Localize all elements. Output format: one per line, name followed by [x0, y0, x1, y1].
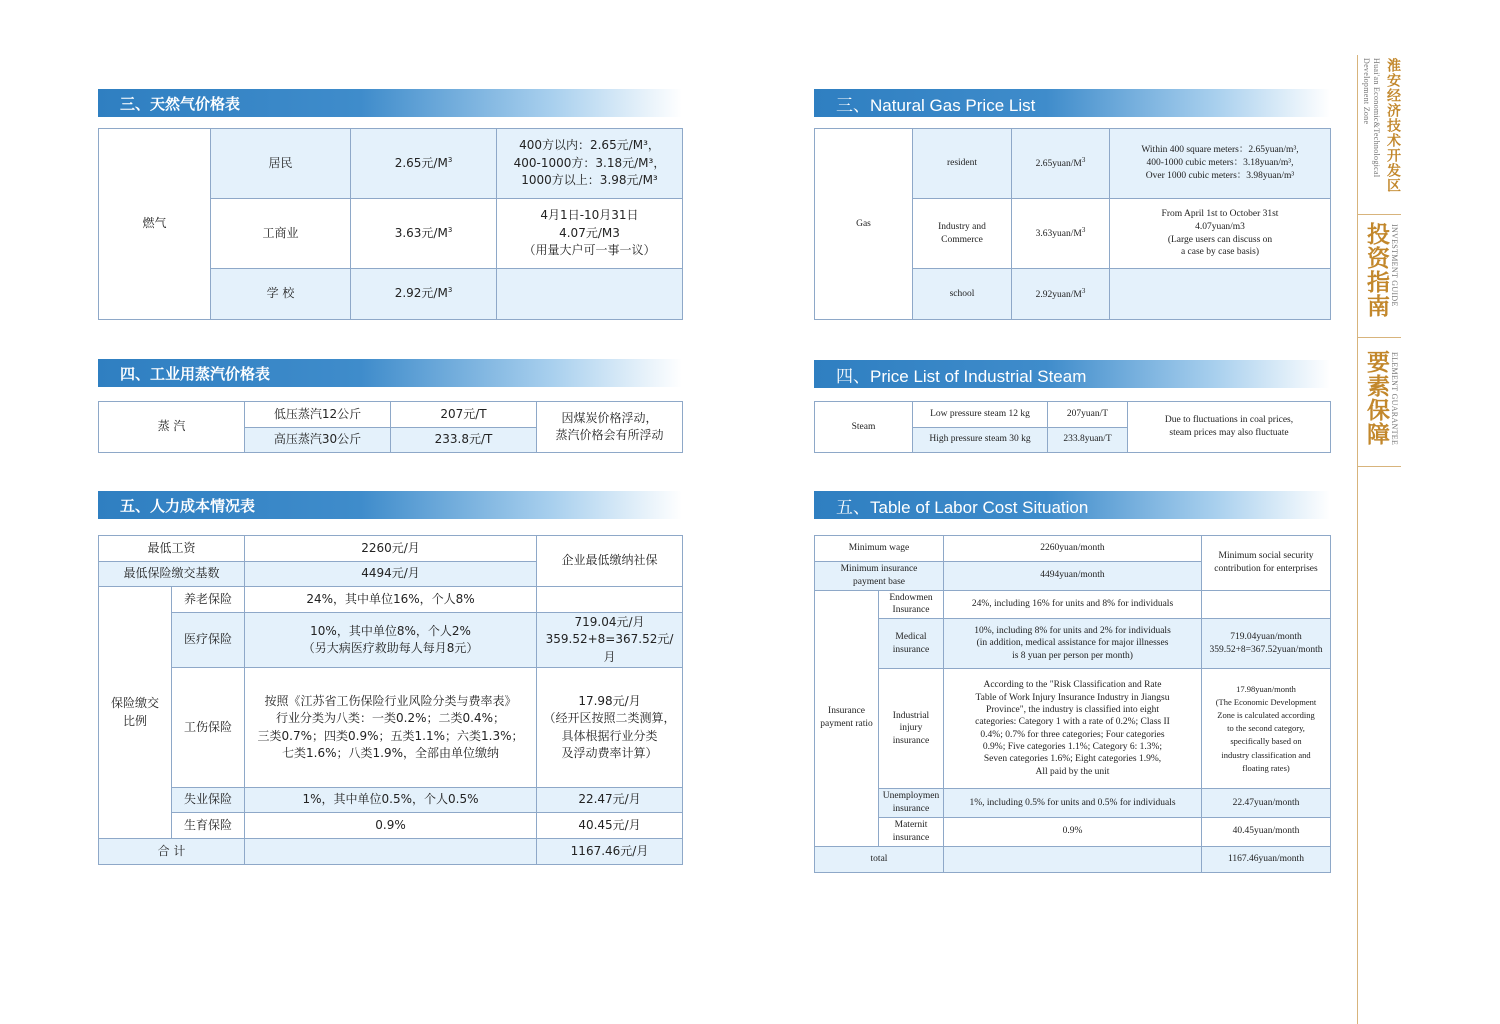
sidebar-zone-name-en-1: Huai'an Economic&Technological — [1372, 58, 1381, 178]
table-row: Maternit insurance 0.9% 40.45yuan/month — [815, 817, 1331, 846]
table-row: Minimum insurance payment base 4494yuan/month — [815, 562, 1331, 591]
table-row-total: total 1167.46yuan/month — [815, 846, 1331, 872]
table-row: Gas resident $2.65yuan/M^3$ Within 400 square meters：2.65yuan/m³, 400-1000 cubic meters：3.18yuan/m³, Over 1000 cubic meters：3.98yuan/m³ — [815, 129, 1331, 199]
sidebar-investment-guide: 投资指南 — [1363, 222, 1389, 318]
labor-cost-table-cn — [98, 535, 683, 865]
table-row: school $2.92yuan/M^3$ — [815, 269, 1331, 320]
steam-price-table-cn — [98, 401, 683, 453]
table-row: Medical insurance 10%, including 8% for units and 2% for individuals (in addition, medical assistance for major illnesses is 8 yuan per person per month) 719.04yuan/month 359.52+8=367.52yuan/month — [815, 619, 1331, 669]
section-title-gas-cn: 三、天然气价格表 — [98, 89, 682, 117]
table-row: Insurance payment ratio Endowmen Insurance 24%, including 16% for units and 8% for individuals — [815, 590, 1331, 619]
table-row: 生育保险 0.9% 40.45元/月 — [99, 813, 683, 839]
table-row — [99, 129, 683, 199]
sidebar-zone-name: 淮安经济技术开发区 — [1385, 58, 1401, 193]
gas-price-cell: 2.65元$/M^3$ — [351, 129, 497, 199]
sidebar-element-guarantee: 要素保障 — [1363, 350, 1389, 446]
gas-note-cell — [497, 269, 683, 320]
sidebar-investment-guide-en: INVESTMENT GUIDE — [1390, 224, 1399, 307]
section-title-labor-en: 五、Table of Labor Cost Situation — [814, 491, 1330, 519]
gas-note-cell: 4月1日-10月31日 4.07元/M3 （用量大户可一事一议） — [497, 199, 683, 269]
steam-price-table-en — [814, 401, 1331, 453]
table-row: 保险缴交 比例 养老保险 24%，其中单位16%，个人8% — [99, 587, 683, 613]
table-row: Minimum wage 2260yuan/month Minimum social security contribution for enterprises — [815, 536, 1331, 562]
table-row: High pressure steam 30 kg 233.8yuan/T — [815, 427, 1331, 453]
steam-note-cell: 因煤炭价格浮动， 蒸汽价格会有所浮动 — [537, 402, 683, 453]
sidebar-divider — [1357, 55, 1358, 1024]
table-row — [99, 402, 683, 428]
gas-category-cell: 燃气 — [99, 129, 211, 320]
gas-price-table-cn — [98, 128, 683, 320]
table-row: 最低保险缴交基数 4494元/月 — [99, 562, 683, 587]
table-row: Industrial injury insurance According to the "Risk Classification and Rate Table of Work Injury Insurance Industry in Jiangsu Province", the industry is classified into eight categories: Category 1 with a rate of 0.2%; Class II 0.4%; 0.7% for three categories; Four categories 0.9%; Five categories 1.1%; Category 6: 1.3%; Seven categories 1.6%; Eight categories 1.9%, All paid by the unit 17.98yuan/month (The Economic Development Zone is calculated according to the second category, specifically based on industry classification and floating rates) — [815, 669, 1331, 789]
section-title-gas-en: 三、Natural Gas Price List — [814, 89, 1330, 117]
table-row: 工伤保险 按照《江苏省工伤保险行业风险分类与费率表》 行业分类为八类：一类0.2%；二类0.4%； 三类0.7%；四类0.9%；五类1.1%；六类1.3%； 七类1.6%；八类1.9%，全部由单位缴纳 17.98元/月 （经开区按照二类测算， 具体根据行业分类 及浮动费率计算） — [99, 668, 683, 788]
gas-price-cell: 3.63元$/M^3$ — [351, 199, 497, 269]
sidebar-element-guarantee-en: ELEMENT GUARANTEE — [1390, 352, 1399, 446]
table-row: Unemploymen insurance 1%, including 0.5% for units and 0.5% for individuals 22.47yuan/month — [815, 789, 1331, 818]
table-row: 失业保险 1%，其中单位0.5%，个人0.5% 22.47元/月 — [99, 788, 683, 813]
table-row-total: 合 计 1167.46元/月 — [99, 839, 683, 865]
table-row: 医疗保险 10%，其中单位8%，个人2% （另大病医疗救助每人每月8元） 719.04元/月 359.52+8=367.52元/月 — [99, 613, 683, 668]
steam-price-cell: 207元/T — [391, 402, 537, 428]
gas-type-cell: 学 校 — [211, 269, 351, 320]
steam-type-cell: 低压蒸汽12公斤 — [245, 402, 391, 428]
labor-cost-table-en — [814, 535, 1331, 873]
section-title-steam-en: 四、Price List of Industrial Steam — [814, 360, 1330, 388]
sidebar-separator — [1357, 466, 1401, 467]
steam-category-cell: 蒸 汽 — [99, 402, 245, 453]
table-row: Industry and Commerce $3.63yuan/M^3$ From April 1st to October 31st 4.07yuan/m3 (Large users can discuss on a case by case basis) — [815, 199, 1331, 269]
gas-type-cell: 居民 — [211, 129, 351, 199]
gas-type-cell: 工商业 — [211, 199, 351, 269]
section-title-steam-cn: 四、工业用蒸汽价格表 — [98, 359, 682, 387]
sidebar-separator — [1357, 337, 1401, 338]
steam-price-cell: 233.8元/T — [391, 427, 537, 453]
gas-price-table-en — [814, 128, 1331, 320]
sidebar-zone-name-en-2: Development Zone — [1362, 58, 1371, 125]
table-row: Steam Low pressure steam 12 kg 207yuan/T Due to fluctuations in coal prices, steam prices may also fluctuate — [815, 402, 1331, 428]
gas-note-cell: 400方以内：2.65元/M³， 400-1000方：3.18元/M³， 1000方以上：3.98元/M³ — [497, 129, 683, 199]
gas-price-cell: 2.92元$/M^3$ — [351, 269, 497, 320]
section-title-labor-cn: 五、人力成本情况表 — [98, 491, 682, 519]
table-row: 最低工资 2260元/月 企业最低缴纳社保 — [99, 536, 683, 562]
sidebar-separator — [1357, 214, 1401, 215]
steam-type-cell: 高压蒸汽30公斤 — [245, 427, 391, 453]
ratio-label-cell: 保险缴交 比例 — [99, 587, 172, 839]
